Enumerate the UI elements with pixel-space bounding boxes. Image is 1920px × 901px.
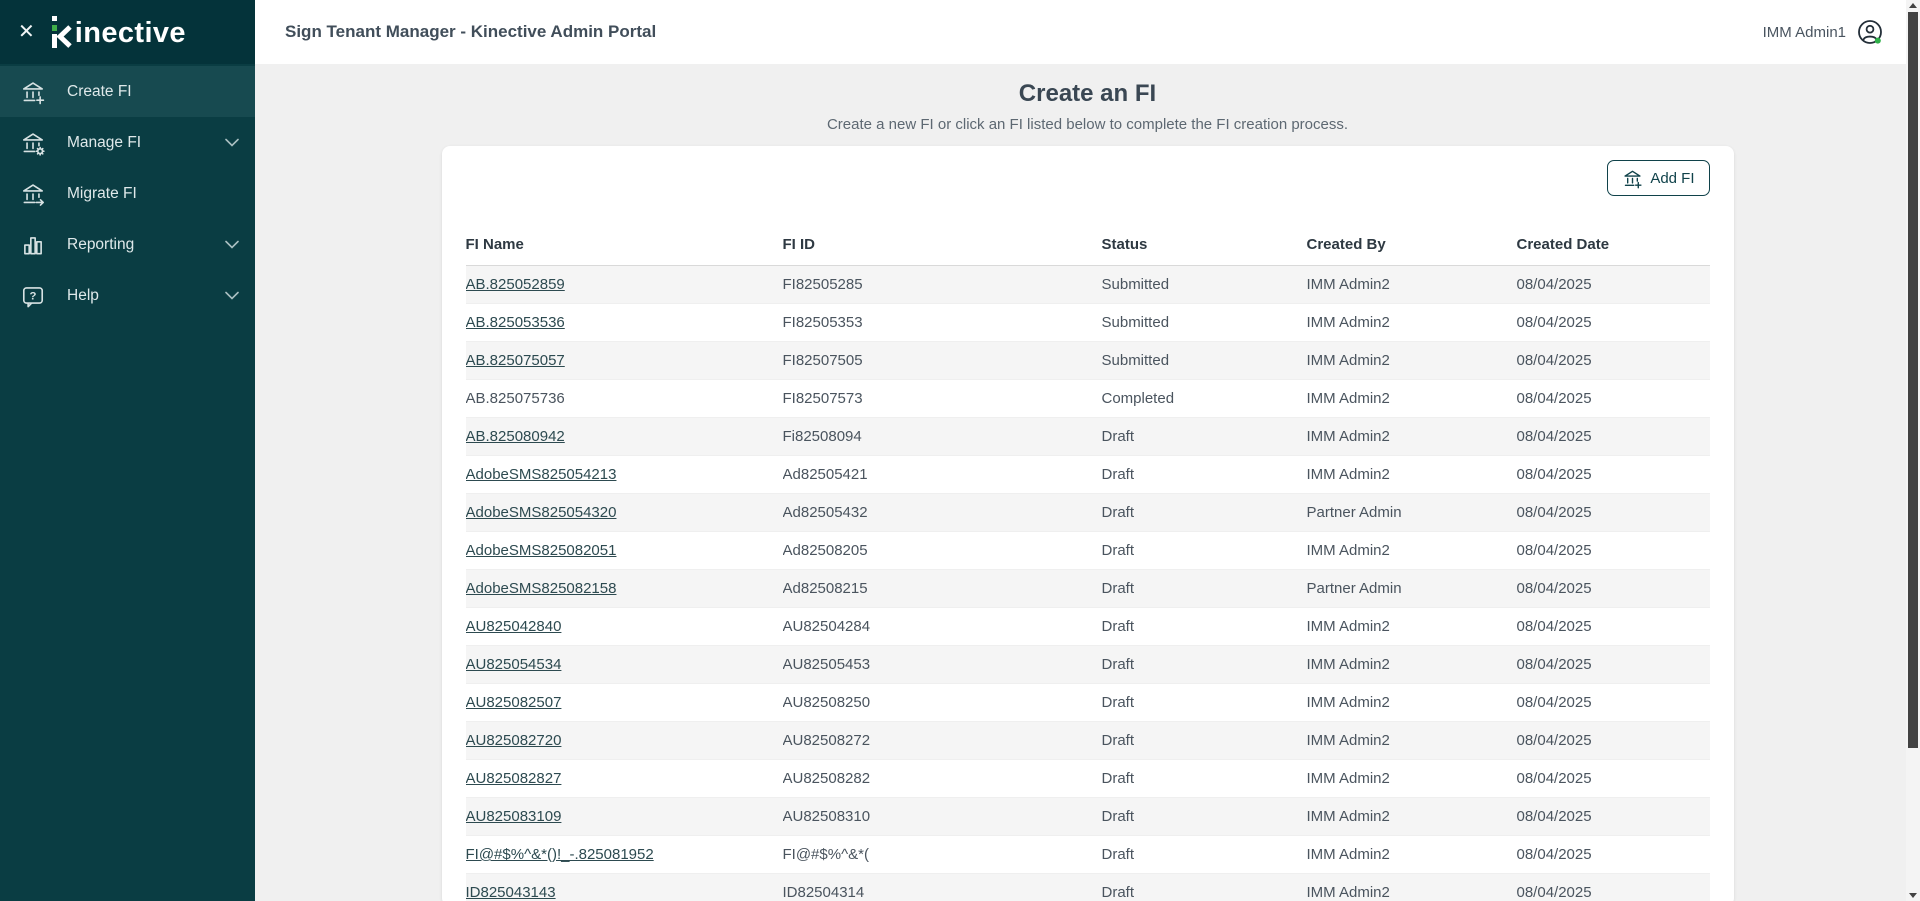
bank-plus-icon [1622,168,1643,189]
chevron-down-icon [225,291,239,300]
column-header-created-date: Created Date [1516,236,1610,253]
chevron-down-icon [225,240,239,249]
created-date-cell: 08/04/2025 [1516,314,1592,331]
svg-text:?: ? [29,290,37,303]
fi-name-link[interactable]: AB.825053536 [465,314,565,331]
user-menu[interactable] [1763,18,1884,46]
fi-id-cell: AU82508310 [782,808,871,825]
created-date-cell: 08/04/2025 [1516,770,1592,787]
created-date-cell: 08/04/2025 [1516,276,1592,293]
column-header-fi-id: FI ID [782,236,815,253]
table-row[interactable] [466,266,1710,304]
fi-name-link[interactable]: AdobeSMS825082158 [465,580,617,597]
table-row[interactable] [466,532,1710,570]
table-header-row [466,224,1710,266]
created-by-cell: IMM Admin2 [1306,276,1390,293]
fi-name-link[interactable]: AdobeSMS825054320 [465,504,617,521]
fi-name-link[interactable]: FI@#$%^&*()!_-.825081952 [465,846,654,863]
created-by-cell: IMM Admin2 [1306,656,1390,673]
status-cell: Submitted [1101,352,1170,369]
bank-gear-icon [20,130,46,156]
table-row[interactable] [466,874,1710,901]
column-header-created-by: Created By [1306,236,1386,253]
fi-id-cell: Fi82508094 [782,428,862,445]
status-cell: Draft [1101,732,1135,749]
created-date-cell: 08/04/2025 [1516,846,1592,863]
table-row[interactable] [466,836,1710,874]
scrollbar-up-arrow-icon[interactable] [1909,3,1917,8]
scrollbar-thumb[interactable] [1908,12,1918,748]
page-content [255,64,1920,901]
table-row[interactable] [466,722,1710,760]
status-cell: Draft [1101,694,1135,711]
fi-name-cell [466,466,783,483]
created-date-cell: 08/04/2025 [1516,656,1592,673]
sidebar-item-label: Manage FI [67,133,142,151]
bar-chart-icon [20,232,46,258]
fi-id-cell: AU82504284 [782,618,871,635]
sidebar-item-reporting[interactable] [0,219,255,270]
fi-name-cell [466,618,783,635]
fi-name-cell [466,352,783,369]
created-date-cell: 08/04/2025 [1516,428,1592,445]
created-by-cell: IMM Admin2 [1306,352,1390,369]
add-fi-button[interactable] [1607,160,1709,196]
add-fi-label: Add FI [1650,169,1695,187]
status-cell: Draft [1101,846,1135,863]
table-row[interactable] [466,608,1710,646]
status-cell: Draft [1101,770,1135,787]
fi-name-cell [466,390,783,407]
fi-name-cell [466,542,783,559]
table-row[interactable] [466,456,1710,494]
created-date-cell: 08/04/2025 [1516,580,1592,597]
kinective-logo [51,16,186,48]
table-row[interactable] [466,494,1710,532]
fi-id-cell: FI82505285 [782,276,863,293]
help-bubble-icon [20,283,46,309]
fi-table-body [466,266,1710,901]
status-cell: Draft [1101,808,1135,825]
page-subtitle: Create a new FI or click an FI listed below to complete the FI creation process. [826,116,1349,133]
status-cell: Draft [1101,466,1135,483]
fi-name-link[interactable]: AB.825075057 [465,352,565,369]
fi-name-link[interactable]: AU825082720 [465,732,562,749]
table-row[interactable] [466,570,1710,608]
user-name: IMM Admin1 [1762,23,1846,41]
close-icon[interactable]: ✕ [18,21,35,43]
fi-name-cell [466,884,783,901]
created-by-cell: IMM Admin2 [1306,466,1390,483]
fi-name-link[interactable]: AdobeSMS825054213 [465,466,617,483]
bank-arrow-icon [20,181,46,207]
created-date-cell: 08/04/2025 [1516,884,1592,901]
created-by-cell: IMM Admin2 [1306,770,1390,787]
fi-name-link[interactable]: AU825082507 [465,694,562,711]
status-cell: Draft [1101,884,1135,901]
main-area [255,0,1920,901]
top-header-bar [255,0,1920,64]
status-cell: Draft [1101,580,1135,597]
fi-table [466,224,1710,901]
sidebar-item-migrate-fi[interactable] [0,168,255,219]
sidebar-item-manage-fi[interactable] [0,117,255,168]
created-date-cell: 08/04/2025 [1516,694,1592,711]
sidebar-header [0,0,255,64]
card-toolbar [466,160,1710,196]
created-date-cell: 08/04/2025 [1516,504,1592,521]
table-row[interactable] [466,304,1710,342]
created-by-cell: Partner Admin [1306,580,1402,597]
sidebar-item-label: Help [67,286,99,304]
fi-id-cell: FI82507573 [782,390,863,407]
sidebar-item-label: Migrate FI [67,184,137,202]
fi-name-cell [466,770,783,787]
fi-id-cell: FI82507505 [782,352,863,369]
created-by-cell: IMM Admin2 [1306,314,1390,331]
status-cell: Draft [1101,504,1135,521]
fi-name-link[interactable]: AB.825080942 [465,428,565,445]
fi-name-link[interactable]: AU825054534 [465,656,562,673]
created-date-cell: 08/04/2025 [1516,618,1592,635]
fi-name-cell [466,808,783,825]
fi-name-cell [466,580,783,597]
created-date-cell: 08/04/2025 [1516,466,1592,483]
created-by-cell: IMM Admin2 [1306,542,1390,559]
created-date-cell: 08/04/2025 [1516,732,1592,749]
table-row[interactable] [466,380,1710,418]
page-scrollbar[interactable] [1906,0,1920,901]
table-row[interactable] [466,646,1710,684]
created-date-cell: 08/04/2025 [1516,808,1592,825]
status-cell: Submitted [1101,276,1170,293]
created-by-cell: IMM Admin2 [1306,732,1390,749]
fi-id-cell: ID82504314 [782,884,865,901]
fi-id-cell: Ad82508215 [782,580,868,597]
bank-plus-icon [20,79,46,105]
created-by-cell: IMM Admin2 [1306,694,1390,711]
fi-name-link[interactable]: AU825082827 [465,770,562,787]
fi-list-card [442,146,1734,901]
status-cell: Draft [1101,618,1135,635]
fi-name-cell [466,732,783,749]
fi-name-link[interactable]: ID825043143 [465,884,556,901]
created-date-cell: 08/04/2025 [1516,390,1592,407]
fi-id-cell: FI82505353 [782,314,863,331]
fi-id-cell: AU82508272 [782,732,871,749]
status-cell: Draft [1101,428,1135,445]
table-row[interactable] [466,760,1710,798]
created-by-cell: IMM Admin2 [1306,846,1390,863]
user-avatar-icon[interactable] [1856,18,1884,46]
fi-name-link[interactable]: AU825083109 [465,808,562,825]
fi-name-cell [466,276,783,293]
fi-id-cell: Ad82508205 [782,542,868,559]
fi-name-text: AB.825075736 [465,390,565,407]
fi-name-cell [466,846,783,863]
fi-name-cell [466,656,783,673]
status-cell: Submitted [1101,314,1170,331]
status-cell: Draft [1101,542,1135,559]
column-header-fi-name: FI Name [465,236,524,253]
created-by-cell: Partner Admin [1306,504,1402,521]
fi-id-cell: AU82508250 [782,694,871,711]
app-title: Sign Tenant Manager - Kinective Admin Portal [285,22,657,41]
status-cell: Draft [1101,656,1135,673]
fi-name-link[interactable]: AB.825052859 [465,276,565,293]
fi-name-link[interactable]: AU825042840 [465,618,562,635]
chevron-down-icon [225,138,239,147]
logo-k-glyph [51,16,73,48]
status-cell: Completed [1101,390,1175,407]
table-row[interactable] [466,798,1710,836]
sidebar-item-help[interactable] [0,270,255,321]
fi-name-cell [466,504,783,521]
fi-id-cell: FI@#$%^&*( [782,846,869,863]
sidebar-item-label: Reporting [67,235,135,253]
created-by-cell: IMM Admin2 [1306,428,1390,445]
created-by-cell: IMM Admin2 [1306,808,1390,825]
page-title: Create an FI [1018,80,1157,107]
created-by-cell: IMM Admin2 [1306,390,1390,407]
fi-name-cell [466,428,783,445]
scrollbar-down-arrow-icon[interactable] [1909,893,1917,898]
table-row[interactable] [466,342,1710,380]
sidebar-item-label: Create FI [67,82,132,100]
fi-name-link[interactable]: AdobeSMS825082051 [465,542,617,559]
created-date-cell: 08/04/2025 [1516,542,1592,559]
sidebar-item-create-fi[interactable] [0,66,255,117]
sidebar-nav [0,64,255,321]
created-by-cell: IMM Admin2 [1306,884,1390,901]
sidebar [0,0,255,901]
table-row[interactable] [466,418,1710,456]
fi-id-cell: AU82505453 [782,656,871,673]
created-date-cell: 08/04/2025 [1516,352,1592,369]
fi-id-cell: AU82508282 [782,770,871,787]
fi-name-cell [466,314,783,331]
logo-text: inective [74,17,186,49]
column-header-status: Status [1101,236,1148,253]
fi-name-cell [466,694,783,711]
table-row[interactable] [466,684,1710,722]
fi-id-cell: Ad82505421 [782,466,868,483]
created-by-cell: IMM Admin2 [1306,618,1390,635]
fi-id-cell: Ad82505432 [782,504,868,521]
